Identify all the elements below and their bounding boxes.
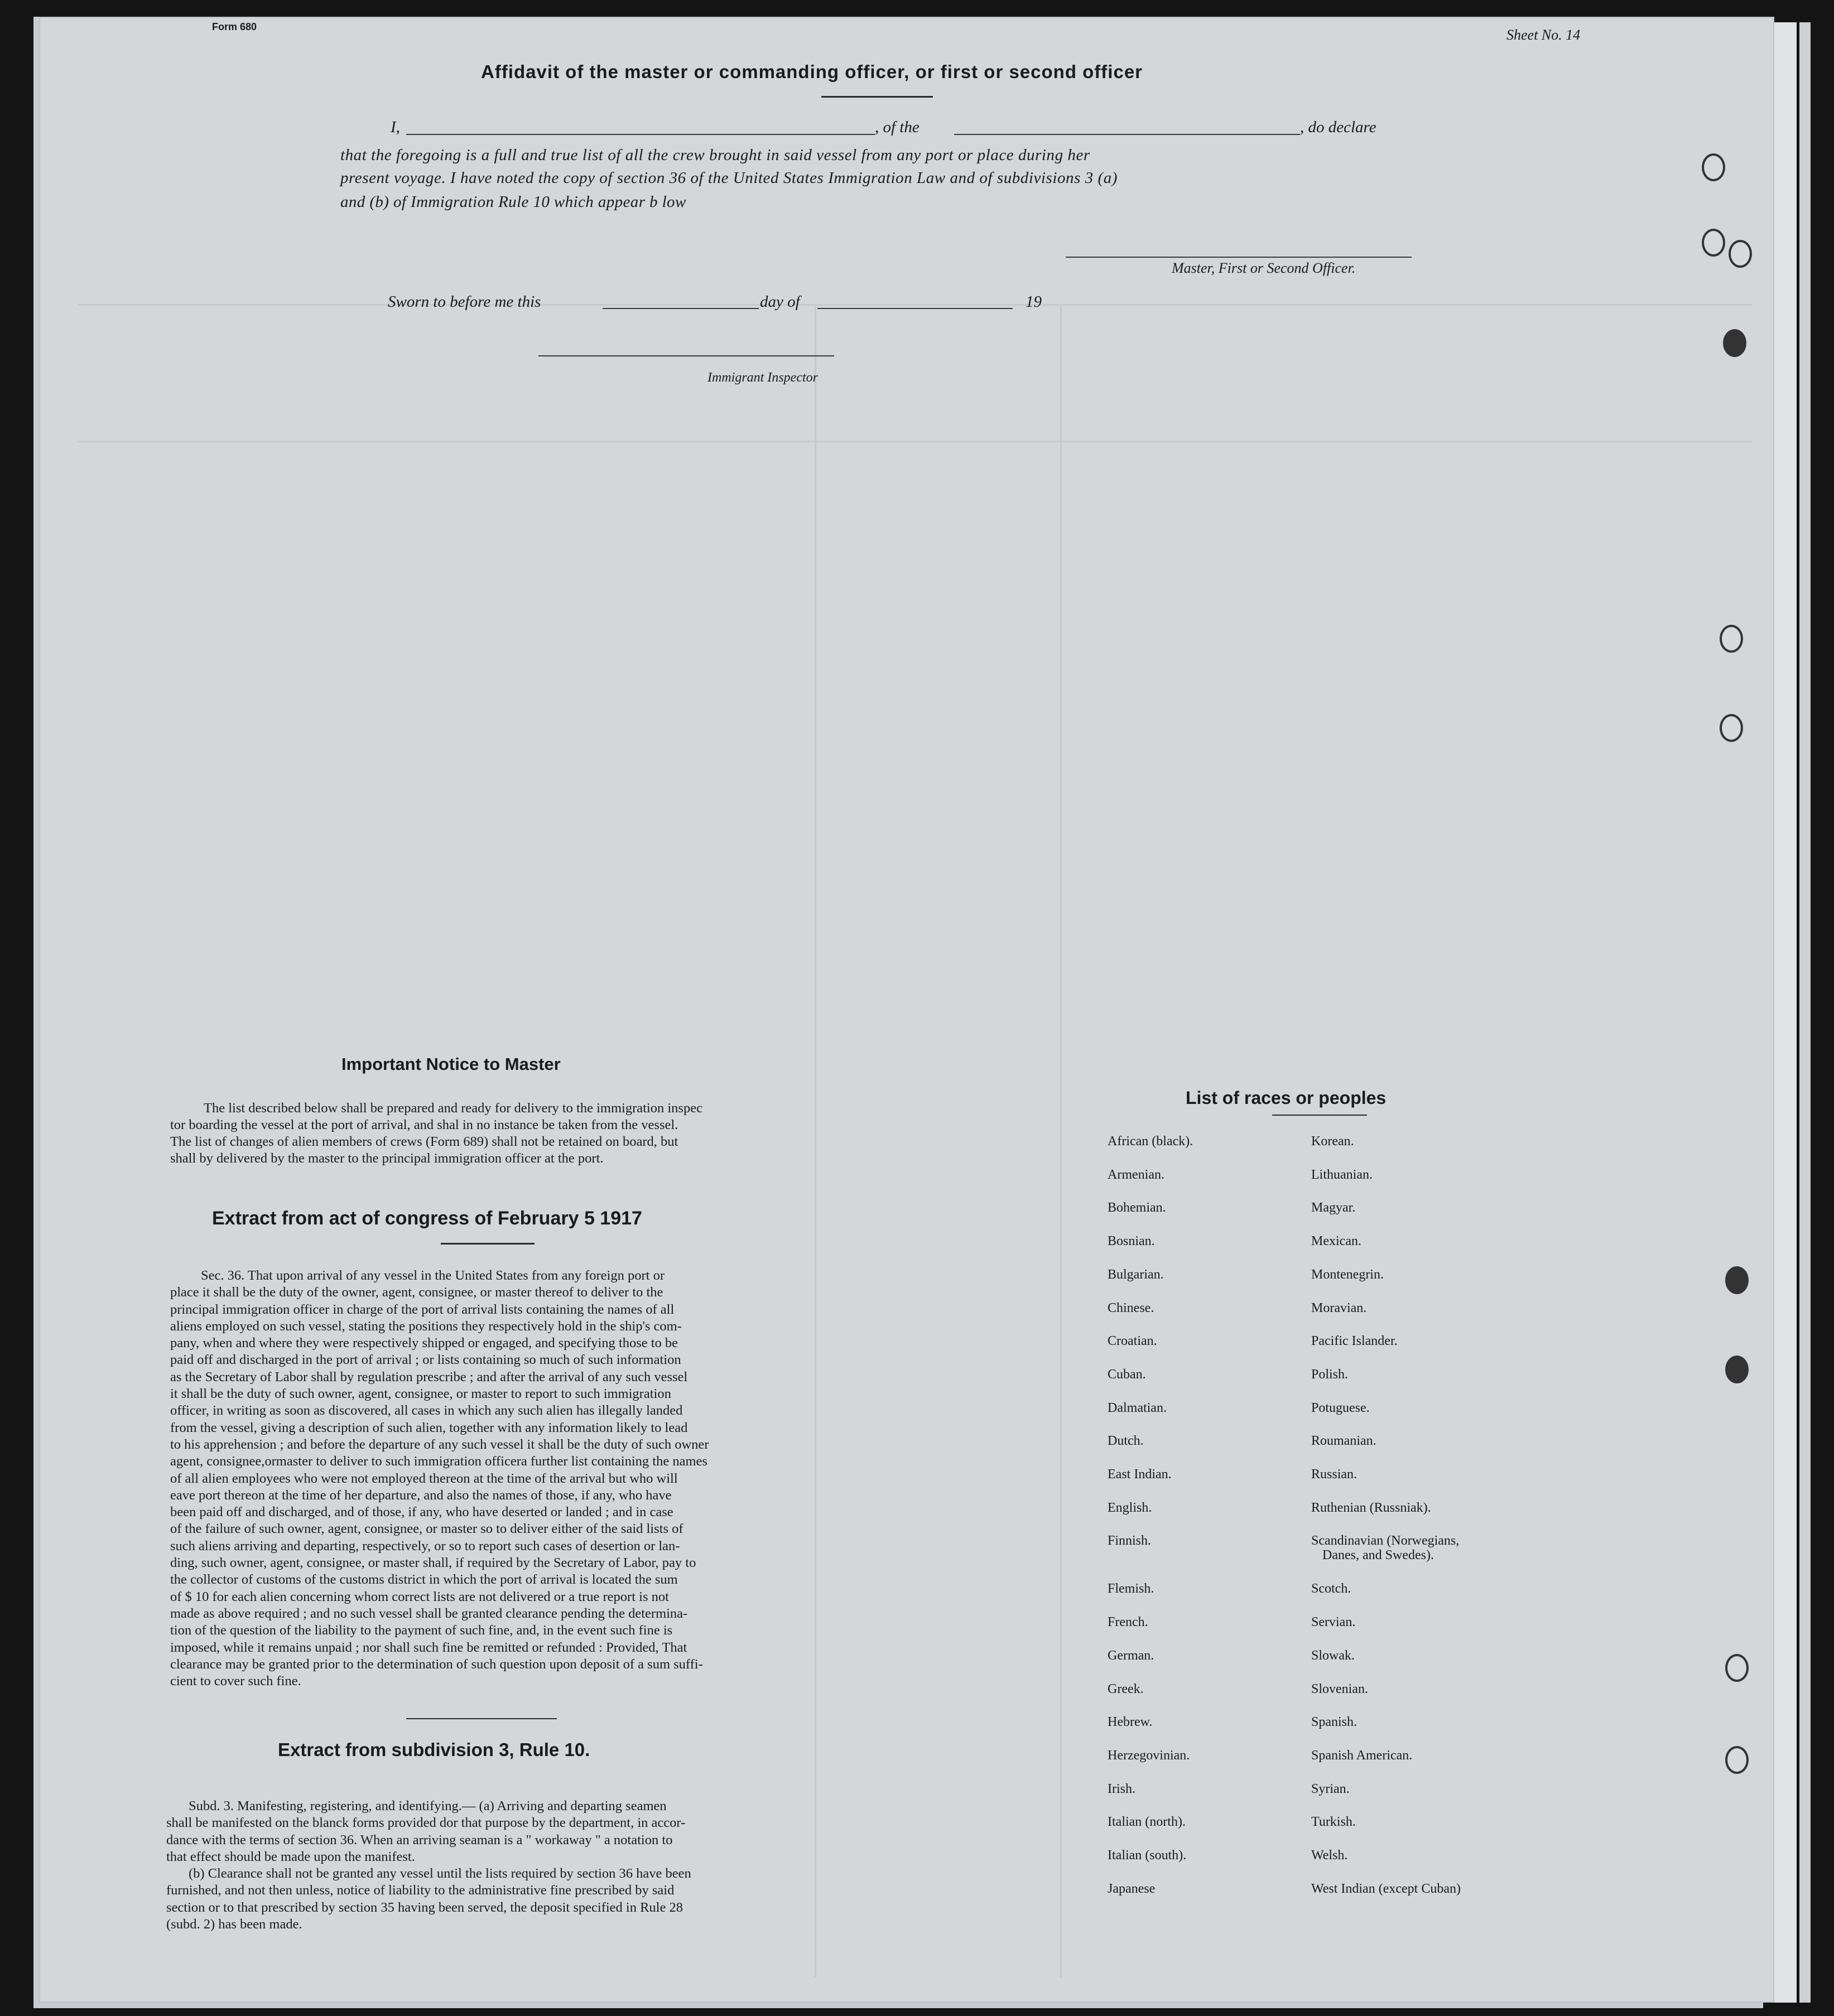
- inspector-signature-field[interactable]: [538, 355, 834, 356]
- paragraph-line: (b) Clearance shall not be granted any vessel until the lists required by section 36 have been: [189, 1866, 691, 1882]
- race-item: Bulgarian.: [1108, 1267, 1164, 1282]
- page-edge: [1774, 22, 1797, 2003]
- binder-hole: [1720, 625, 1743, 653]
- race-item: Finnish.: [1108, 1533, 1152, 1549]
- page-edge: [1799, 22, 1811, 2003]
- races-title-rule: [1272, 1115, 1367, 1116]
- notice-line: The list of changes of alien members of crews (Form 689) shall not be retained on board, but: [170, 1134, 678, 1149]
- paragraph-line: Subd. 3. Manifesting, registering, and identifying.— (a) Arriving and departing seamen: [189, 1798, 667, 1814]
- paragraph-line: ding, such owner, agent, consignee, or master shall, if required by the Secretary of Labor, pay to: [170, 1555, 696, 1571]
- paragraph-line: officer, in writing as soon as discovered, all cases in which any such alien has illegally landed: [170, 1403, 683, 1419]
- race-item: Slovenian.: [1311, 1681, 1368, 1696]
- paragraph-line: (subd. 2) has been made.: [166, 1917, 302, 1932]
- paragraph-line: clearance may be granted prior to the determination of such question upon deposit of a sum suffi-: [170, 1656, 703, 1672]
- paragraph-line: from the vessel, giving a description of such alien, together with any information likely to lead: [170, 1420, 688, 1435]
- paragraph-line: the collector of customs of the customs district in which the port of arrival is located the sum: [170, 1572, 678, 1588]
- binder-hole: [1729, 240, 1752, 268]
- binder-hole: [1702, 229, 1725, 257]
- binder-hole: [1725, 1746, 1749, 1774]
- notice-text: [170, 1100, 807, 1167]
- binder-hole: [1725, 1266, 1749, 1294]
- rule-extract-text: [166, 1798, 800, 1933]
- paragraph-line: aliens employed on such vessel, stating the positions they respectively hold in the ship's com-: [170, 1318, 682, 1334]
- race-item: Lithuanian.: [1311, 1167, 1373, 1182]
- race-item: Servian.: [1311, 1615, 1356, 1630]
- notice-line: shall by delivered by the master to the principal immigration officer at the port.: [170, 1151, 604, 1166]
- affidavit-line-4: and (b) of Immigration Rule 10 which appear b low: [340, 193, 686, 211]
- races-title: List of races or peoples: [1186, 1088, 1387, 1108]
- race-item: Potuguese.: [1311, 1400, 1370, 1415]
- officer-signature-field[interactable]: [1066, 257, 1412, 258]
- sworn-month-field[interactable]: [817, 308, 1013, 309]
- sheet-number: Sheet No. 14: [1506, 27, 1581, 43]
- paragraph-line: paid off and discharged in the port of arrival ; or lists containing so much of such information: [170, 1352, 681, 1368]
- affidavit-line-2: that the foregoing is a full and true list of all the crew brought in said vessel from any port or place during her: [340, 146, 1090, 164]
- race-item-continued: Danes, and Swedes).: [1322, 1548, 1434, 1563]
- paragraph-line: to his apprehension ; and before the departure of any such vessel it shall be the duty of such owner: [170, 1436, 709, 1452]
- race-item: Spanish.: [1311, 1715, 1358, 1730]
- race-item: Turkish.: [1311, 1815, 1356, 1830]
- race-item: German.: [1108, 1648, 1154, 1663]
- race-item: Magyar.: [1311, 1200, 1356, 1216]
- race-item: Armenian.: [1108, 1167, 1164, 1182]
- race-item: Dutch.: [1108, 1434, 1144, 1449]
- race-item: Greek.: [1108, 1681, 1144, 1696]
- race-item: English.: [1108, 1500, 1152, 1515]
- day-of-label: day of: [760, 293, 800, 311]
- race-item: Croatian.: [1108, 1334, 1157, 1349]
- race-item: Bohemian.: [1108, 1200, 1166, 1216]
- affidavit-declare: , do declare: [1300, 118, 1376, 136]
- master-name-field[interactable]: [406, 134, 875, 135]
- officer-signature-label: Master, First or Second Officer.: [1172, 260, 1356, 276]
- race-item: Spanish American.: [1311, 1748, 1413, 1763]
- race-item: African (black).: [1108, 1134, 1193, 1149]
- affidavit-title: Affidavit of the master or commanding officer, or first or second officer: [481, 61, 1143, 82]
- act-extract-text: [170, 1267, 805, 1690]
- inspector-label: Immigrant Inspector: [707, 370, 818, 385]
- paragraph-line: furnished, and not then unless, notice of liability to the administrative fine prescribed by said: [166, 1883, 675, 1898]
- paragraph-line: that effect should be made upon the manifest.: [166, 1849, 415, 1864]
- race-item: Scandinavian (Norwegians,: [1311, 1533, 1460, 1549]
- race-item: French.: [1108, 1615, 1148, 1630]
- race-item: Welsh.: [1311, 1848, 1348, 1863]
- bleed-through-line: [1060, 304, 1062, 1978]
- race-item: Herzegovinian.: [1108, 1748, 1190, 1763]
- race-item: Scotch.: [1311, 1581, 1351, 1597]
- paragraph-line: of all alien employees who were not employed thereon at the time of the arrival but who will: [170, 1470, 678, 1486]
- bleed-through-line: [78, 304, 1752, 306]
- affidavit-of-the: , of the: [875, 118, 920, 136]
- binder-hole: [1725, 1654, 1749, 1682]
- race-item: Russian.: [1311, 1467, 1358, 1482]
- race-item: West Indian (except Cuban): [1311, 1881, 1461, 1896]
- race-item: Moravian.: [1311, 1300, 1367, 1315]
- race-item: Bosnian.: [1108, 1234, 1155, 1249]
- form-number: Form 680: [212, 21, 257, 32]
- notice-title: Important Notice to Master: [341, 1054, 561, 1074]
- race-item: Polish.: [1311, 1367, 1349, 1382]
- affidavit-i: I,: [391, 118, 400, 136]
- race-item: Slowak.: [1311, 1648, 1355, 1663]
- year-label: 19: [1026, 293, 1042, 311]
- title-rule: [821, 96, 933, 98]
- vessel-name-field[interactable]: [954, 134, 1300, 135]
- paragraph-line: tion of the question of the liability to the payment of such fine, and, in the event such fine is: [170, 1623, 673, 1638]
- sworn-label: Sworn to before me this: [388, 293, 541, 311]
- paragraph-line: section or to that prescribed by section 35 having been served, the deposit specified in Rule 28: [166, 1899, 683, 1915]
- section-rule: [406, 1718, 557, 1719]
- affidavit-line-3: present voyage. I have noted the copy of section 36 of the United States Immigration Law and of subdivisions 3 (a): [340, 169, 1118, 187]
- paragraph-line: dance with the terms of section 36. When an arriving seaman is a " workaway " a notation to: [166, 1832, 673, 1848]
- paragraph-line: made as above required ; and no such vessel shall be granted clearance pending the determina-: [170, 1605, 688, 1621]
- race-item: Korean.: [1311, 1134, 1354, 1149]
- paragraph-line: as the Secretary of Labor shall by regulation prescribe ; and after the arrival of any such vessel: [170, 1369, 688, 1385]
- race-item: Mexican.: [1311, 1234, 1361, 1249]
- act-extract-title: Extract from act of congress of February 5 1917: [212, 1208, 642, 1229]
- binder-hole: [1720, 714, 1743, 742]
- paragraph-line: cient to cover such fine.: [170, 1673, 301, 1689]
- paragraph-line: such aliens arriving and departing, respectively, or so to report such cases of desertion or lan-: [170, 1538, 680, 1554]
- bleed-through-line: [815, 304, 816, 1978]
- binder-hole: [1702, 153, 1725, 181]
- race-item: Chinese.: [1108, 1300, 1154, 1315]
- paragraph-line: shall be manifested on the blanck forms provided dor that purpose by the department, in accor-: [166, 1815, 686, 1831]
- paragraph-line: eave port thereon at the time of her departure, and also the names of those, if any, who have: [170, 1487, 672, 1503]
- race-item: Montenegrin.: [1311, 1267, 1384, 1282]
- race-item: East Indian.: [1108, 1467, 1172, 1482]
- sworn-day-field[interactable]: [603, 308, 759, 309]
- paragraph-line: place it shall be the duty of the owner, agent, consignee, or master thereof to deliver to the: [170, 1285, 663, 1300]
- race-item: Roumanian.: [1311, 1434, 1376, 1449]
- paragraph-line: imposed, while it remains unpaid ; nor shall such fine be remitted or refunded : Provided, That: [170, 1639, 687, 1655]
- act-extract-rule: [441, 1243, 535, 1245]
- notice-line: tor boarding the vessel at the port of arrival, and shal in no instance be taken from the vessel.: [170, 1117, 678, 1132]
- race-item: Ruthenian (Russniak).: [1311, 1500, 1431, 1515]
- paragraph-line: of the failure of such owner, agent, consignee, or master so to deliver either of the said lists of: [170, 1521, 683, 1537]
- race-item: Pacific Islander.: [1311, 1334, 1398, 1349]
- race-item: Japanese: [1108, 1881, 1156, 1896]
- race-item: Italian (south).: [1108, 1848, 1187, 1863]
- paragraph-line: Sec. 36. That upon arrival of any vessel in the United States from any foreign port or: [201, 1268, 665, 1283]
- notice-line: The list described below shall be prepared and ready for delivery to the immigration inspec: [204, 1101, 702, 1116]
- rule-extract-title: Extract from subdivision 3, Rule 10.: [278, 1739, 590, 1760]
- binder-hole: [1725, 1356, 1749, 1383]
- paragraph-line: of $ 10 for each alien concerning whom correct lists are not delivered or a true report is not: [170, 1589, 669, 1604]
- race-item: Irish.: [1108, 1781, 1135, 1796]
- race-item: Italian (north).: [1108, 1815, 1186, 1830]
- race-item: Syrian.: [1311, 1781, 1350, 1796]
- race-item: Flemish.: [1108, 1581, 1154, 1597]
- form-page: [39, 17, 1774, 2003]
- race-item: Hebrew.: [1108, 1715, 1153, 1730]
- paragraph-line: been paid off and discharged, and of those, if any, who have deserted or landed ; and in case: [170, 1504, 673, 1520]
- paragraph-line: it shall be the duty of such owner, agent, consignee, or master to report to such immigration: [170, 1386, 671, 1402]
- paragraph-line: agent, consignee,ormaster to deliver to such immigration officera further list containing the names: [170, 1454, 707, 1469]
- race-item: Dalmatian.: [1108, 1400, 1167, 1415]
- bleed-through-line: [78, 441, 1752, 442]
- paragraph-line: principal immigration officer in charge of the port of arrival lists containing the names of all: [170, 1301, 675, 1317]
- race-item: Cuban.: [1108, 1367, 1146, 1382]
- binder-hole: [1723, 329, 1746, 357]
- paragraph-line: pany, when and where they were respectively shipped or engaged, and specifying those to be: [170, 1335, 678, 1351]
